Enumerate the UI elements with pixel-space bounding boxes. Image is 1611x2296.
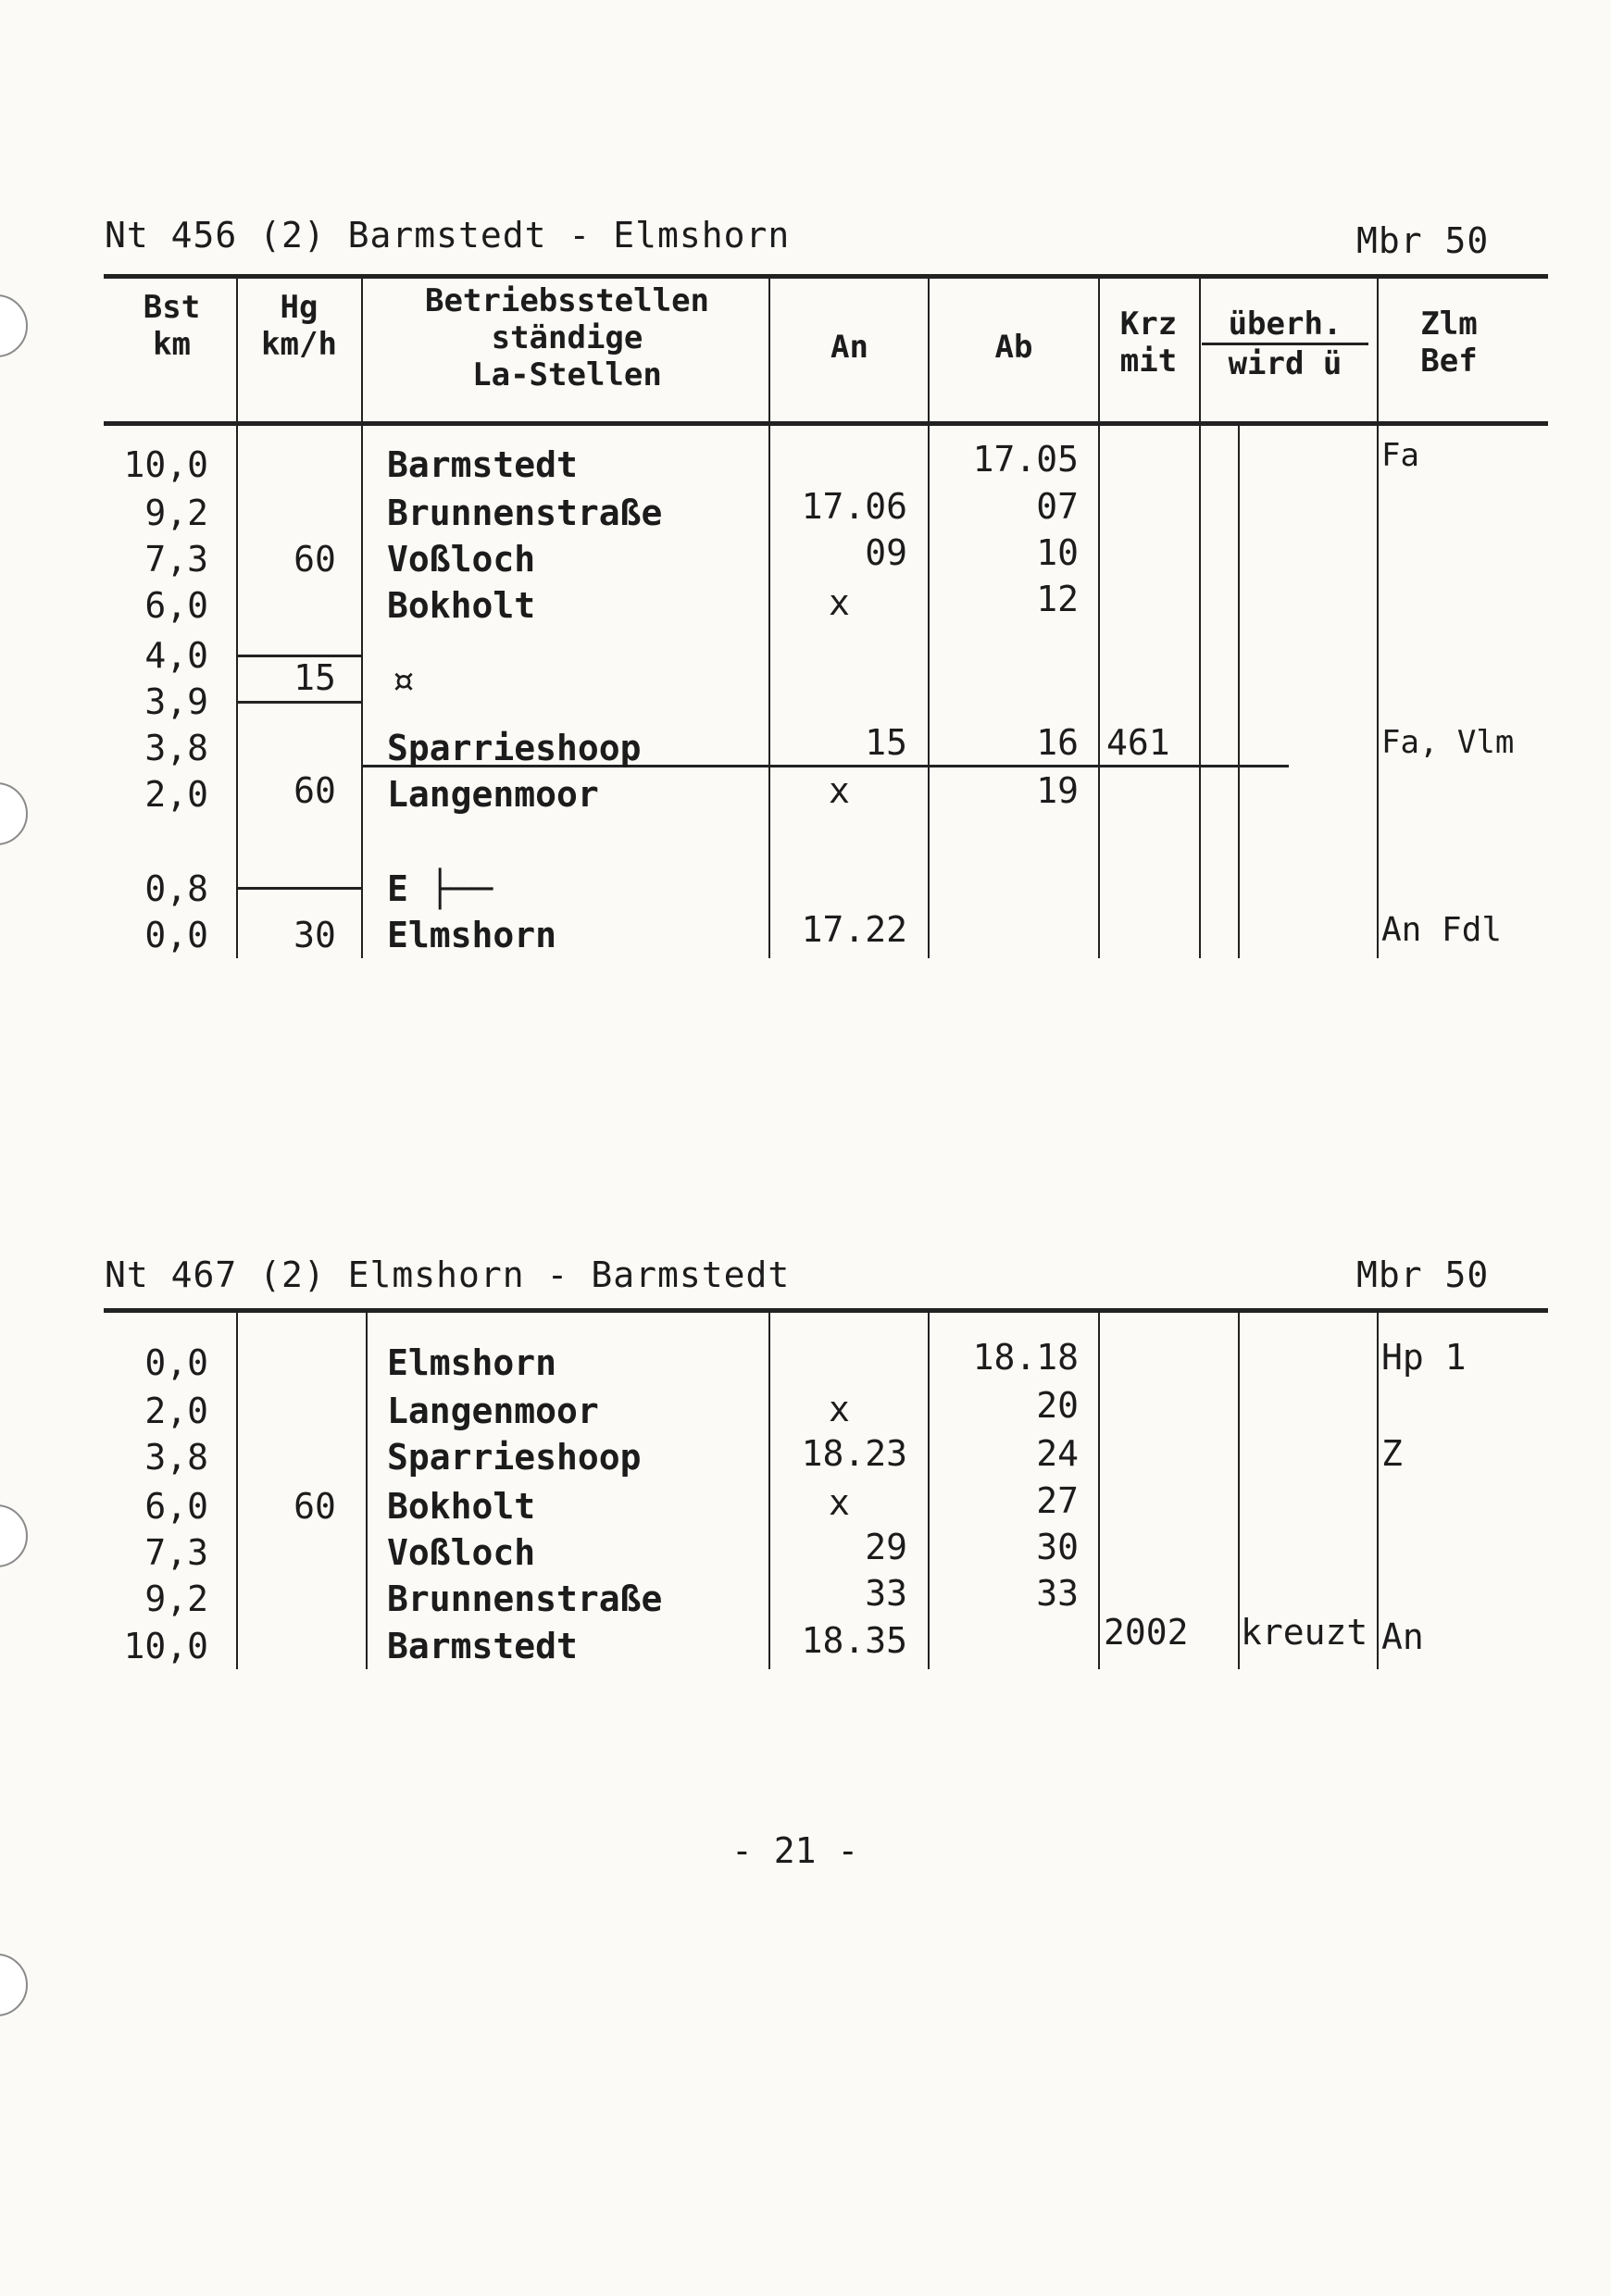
table2-speed-60: 60 (293, 1486, 336, 1527)
zlm-cell: Fa, Vlm (1381, 724, 1515, 761)
punch-hole-bottom (0, 1953, 28, 2016)
ab-cell: 30 (1036, 1527, 1079, 1567)
ab-cell: 07 (1036, 486, 1079, 527)
station-cell: Barmstedt (387, 1626, 578, 1666)
table1-vline-ab (1098, 278, 1100, 958)
table1-title: Nt 456 (2) Barmstedt - Elmshorn (105, 215, 791, 256)
punch-hole-lower (0, 1504, 28, 1567)
an-cell: x (829, 770, 850, 811)
ab-cell: 16 (1036, 722, 1079, 763)
table2-top-rule (104, 1308, 1548, 1313)
speed-15: 15 (293, 657, 336, 698)
station-cell: Voßloch (387, 539, 536, 580)
header-an: An (830, 329, 868, 366)
table2-vline-an (928, 1313, 930, 1669)
table2-title: Nt 467 (2) Elmshorn - Barmstedt (105, 1254, 791, 1295)
station-cell: Brunnenstraße (387, 493, 663, 533)
table1-top-rule (104, 274, 1548, 279)
an-cell: 18.35 (801, 1620, 907, 1661)
table2-vline-ab (1098, 1313, 1100, 1669)
km-cell: 2,0 (144, 774, 208, 815)
table2-mbr: Mbr 50 (1356, 1254, 1490, 1295)
table1-vline-station (768, 278, 770, 958)
ueberh-cell: kreuzt (1241, 1612, 1368, 1653)
table1-vline-ueberh (1238, 421, 1240, 958)
km-cell: 3,9 (144, 681, 208, 722)
table2-vline-zlm (1377, 1313, 1379, 1669)
table1-vline-km (236, 278, 238, 958)
signal-symbol-icon: ¤ (391, 657, 416, 705)
station-cell: Langenmoor (387, 1391, 599, 1431)
table2-vline-station (768, 1313, 770, 1669)
table2-vline-krz (1238, 1313, 1240, 1669)
station-cell: Sparrieshoop (387, 728, 642, 768)
header-ueberh: überh. wird ü (1202, 306, 1368, 382)
zlm-cell: An Fdl (1381, 911, 1503, 949)
speed-30: 30 (293, 915, 336, 955)
ab-cell: 24 (1036, 1433, 1079, 1474)
station-cell: Voßloch (387, 1532, 536, 1573)
km-cell: 2,0 (144, 1391, 208, 1431)
km-cell: 0,0 (144, 1342, 208, 1383)
station-cell: Elmshorn (387, 1342, 557, 1383)
header-hg: Hg km/h (261, 289, 337, 363)
ab-cell: 10 (1036, 532, 1079, 573)
km-cell: 4,0 (144, 635, 208, 676)
krz-cell: 2002 (1104, 1612, 1189, 1653)
station-cell: Brunnenstraße (387, 1578, 663, 1619)
km-cell: 6,0 (144, 1486, 208, 1527)
zlm-cell: Fa (1381, 437, 1419, 474)
header-zlm: Zlm Bef (1420, 306, 1478, 380)
ab-cell: 20 (1036, 1385, 1079, 1426)
an-cell: 17.22 (801, 909, 907, 950)
km-cell: 7,3 (144, 1532, 208, 1573)
station-cell: Barmstedt (387, 444, 578, 485)
krz-cell: 461 (1106, 722, 1170, 763)
km-cell: 6,0 (144, 585, 208, 626)
an-cell: 15 (865, 722, 907, 763)
station-cell: Sparrieshoop (387, 1437, 642, 1478)
page-number: - 21 - (731, 1830, 859, 1871)
km-cell: 10,0 (123, 1626, 208, 1666)
ab-cell: 17.05 (972, 439, 1079, 480)
header-krz: Krz mit (1119, 306, 1178, 380)
km-cell: 9,2 (144, 493, 208, 533)
header-ab: Ab (994, 329, 1033, 366)
an-cell: x (829, 1389, 850, 1429)
an-cell: 18.23 (801, 1433, 907, 1474)
table2-vline-hg (366, 1313, 368, 1669)
station-cell: Bokholt (387, 585, 536, 626)
ab-cell: 27 (1036, 1480, 1079, 1521)
station-cell: Elmshorn (387, 915, 557, 955)
table1-mbr: Mbr 50 (1356, 220, 1490, 261)
header-bst: Bst km (143, 289, 201, 363)
table1-vline-zlm (1377, 278, 1379, 958)
zlm-cell: Hp 1 (1381, 1337, 1467, 1378)
km-cell: 10,0 (123, 444, 208, 485)
table1-vline-krz (1199, 278, 1201, 958)
an-cell: 29 (865, 1527, 907, 1567)
table1-header-rule (104, 421, 1548, 426)
an-cell: x (829, 582, 850, 623)
ab-cell: 19 (1036, 770, 1079, 811)
station-cell: Bokholt (387, 1486, 536, 1527)
speed-change-line (236, 887, 363, 890)
km-cell: 0,8 (144, 868, 208, 909)
an-cell: 09 (865, 532, 907, 573)
station-cell: Langenmoor (387, 774, 599, 815)
ab-cell: 12 (1036, 579, 1079, 619)
table1-vline-an (928, 278, 930, 958)
ab-cell: 18.18 (972, 1337, 1079, 1378)
km-cell: 9,2 (144, 1578, 208, 1619)
an-cell: 17.06 (801, 486, 907, 527)
station-cell: E ├── (387, 868, 493, 909)
table2-vline-km (236, 1313, 238, 1669)
an-cell: 33 (865, 1573, 907, 1614)
punch-hole-top (0, 294, 28, 357)
speed-60-a: 60 (293, 539, 336, 580)
km-cell: 3,8 (144, 1437, 208, 1478)
ab-cell: 33 (1036, 1573, 1079, 1614)
speed-60-b: 60 (293, 770, 336, 811)
table1-vline-hg (361, 278, 363, 958)
km-cell: 7,3 (144, 539, 208, 580)
zlm-cell: An (1381, 1616, 1424, 1657)
km-cell: 3,8 (144, 728, 208, 768)
an-cell: x (829, 1482, 850, 1523)
header-betriebsstellen: Betriebsstellen ständige La-Stellen (424, 282, 710, 393)
punch-hole-mid (0, 782, 28, 845)
zlm-cell: Z (1381, 1433, 1403, 1474)
km-cell: 0,0 (144, 915, 208, 955)
